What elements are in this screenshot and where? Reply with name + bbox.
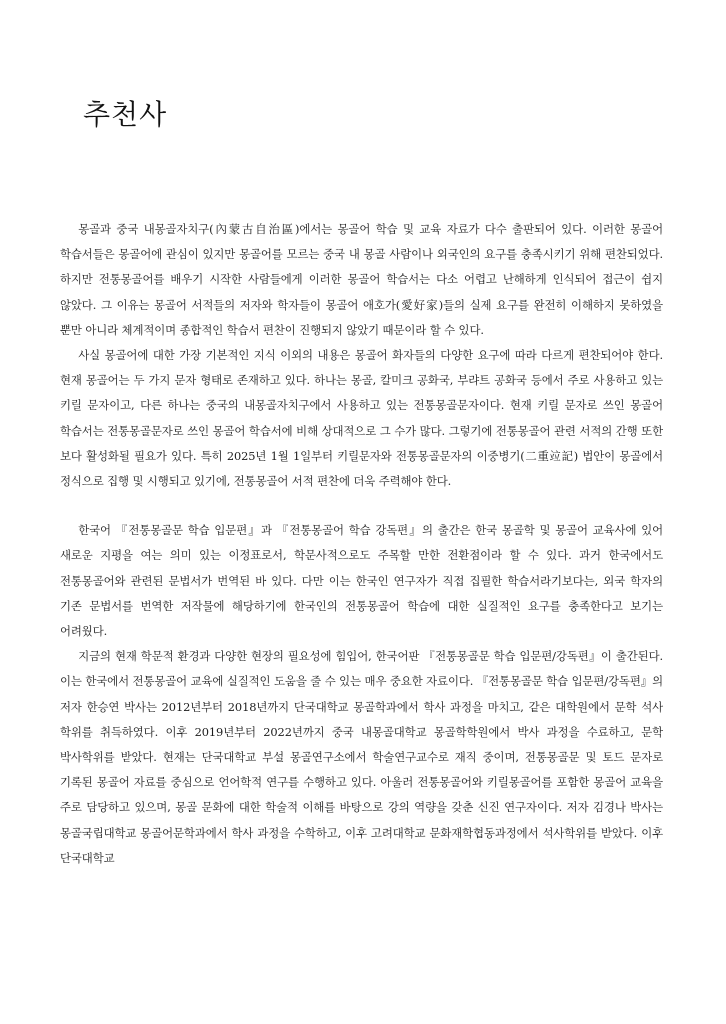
paragraph-1: 몽골과 중국 내몽골자치구(內蒙古自治區)에서는 몽골어 학습 및 교육 자료가 다수 출판되어 있다. 이러한 몽골어 학습서들은 몽골어에 관심이 있지만 몽골어를 모르는 중국 내 몽골 사람이나 외국인의 요구를 충족시키기 위해 편찬되었다. 하지만 전통몽골어를 배우기 시작한 사람들에게 이러한 몽골어 학습서는 다소 어렵고 난해하게 인식되어 접근이 쉽지 않았다. 그 이유는 몽골어 서적들의 저자와 학자들이 몽골어 애호가(愛好家)들의 실제 요구를 완전히 이해하지 못하였을 뿐만 아니라 체계적이며 종합적인 학습서 편찬이 진행되지 않았기 때문이라 할 수 있다.	[60, 222, 663, 337]
paragraph-3: 한국어 『전통몽골문 학습 입문편』과 『전통몽골어 학습 강독편』의 출간은 한국 몽골학 및 몽골어 교육사에 있어 새로운 지평을 여는 의미 있는 이정표로서, 학문사적으로도 주목할 만한 전환점이라 할 수 있다. 과거 한국에서도 전통몽골어와 관련된 문법서가 번역된 바 있다. 다만 이는 한국인 연구자가 직접 집필한 학습서라기보다는, 외국 학자의 기존 문법서를 번역한 저작물에 해당하기에 한국인의 전통몽골어 학습에 대한 실질적인 요구를 충족한다고 보기는 어려웠다.	[60, 523, 663, 639]
section-spacer	[60, 494, 663, 518]
paragraph-4: 지금의 현재 학문적 환경과 다양한 현장의 필요성에 힘입어, 한국어판 『전통몽골문 학습 입문편/강독편』이 출간된다. 이는 한국에서 전통몽골어 교육에 실질적인 도움을 줄 수 있는 매우 중요한 자료이다. 『전통몽골문 학습 입문편/강독편』의 저자 한승연 박사는 2012년부터 2018년까지 단국대학교 몽골학과에서 학사 과정을 마치고, 같은 대학원에서 문학 석사 학위를 취득하였다. 이후 2019년부터 2022년까지 중국 내몽골대학교 몽골학학원에서 박사 과정을 수료하고, 문학 박사학위를 받았다. 현재는 단국대학교 부설 몽골연구소에서 학술연구교수로 재직 중이며, 전통몽골문 및 토드 문자로 기록된 몽골어 자료를 중심으로 언어학적 연구를 수행하고 있다. 아울러 전통몽골어와 키릴몽골어를 포함한 몽골어 교육을 주로 담당하고 있으며, 몽골 문화에 대한 학술적 이해를 바탕으로 강의 역량을 갖춘 신진 연구자이다. 저자 김경나 박사는 몽골국립대학교 몽골어문학과에서 학사 과정을 수학하고, 이후 고려대학교 문화재학협동과정에서 석사학위를 받았다. 이후 단국대학교	[60, 649, 663, 865]
page-title: 추천사	[83, 98, 168, 131]
paragraph-2: 사실 몽골어에 대한 가장 기본적인 지식 이외의 내용은 몽골어 화자들의 다양한 요구에 따라 다르게 편찬되어야 한다. 현재 몽골어는 두 가지 문자 형태로 존재하고 있다. 하나는 몽골, 칼미크 공화국, 부랴트 공화국 등에서 주로 사용하고 있는 키릴 문자이고, 다른 하나는 중국의 내몽골자치구에서 사용하고 있는 전통몽골문자이다. 현재 키릴 문자로 쓰인 몽골어 학습서는 전통몽골문자로 쓰인 몽골어 학습서에 비해 상대적으로 그 수가 많다. 그렇기에 전통몽골어 관련 서적의 간행 또한 보다 활성화될 필요가 있다. 특히 2025년 1월 1일부터 키릴문자와 전통몽골문자의 이중병기(二重竝記) 법안이 몽골에서 정식으로 집행 및 시행되고 있기에, 전통몽골어 서적 편찬에 더욱 주력해야 한다.	[60, 348, 663, 489]
recommendation-body	[60, 217, 663, 871]
